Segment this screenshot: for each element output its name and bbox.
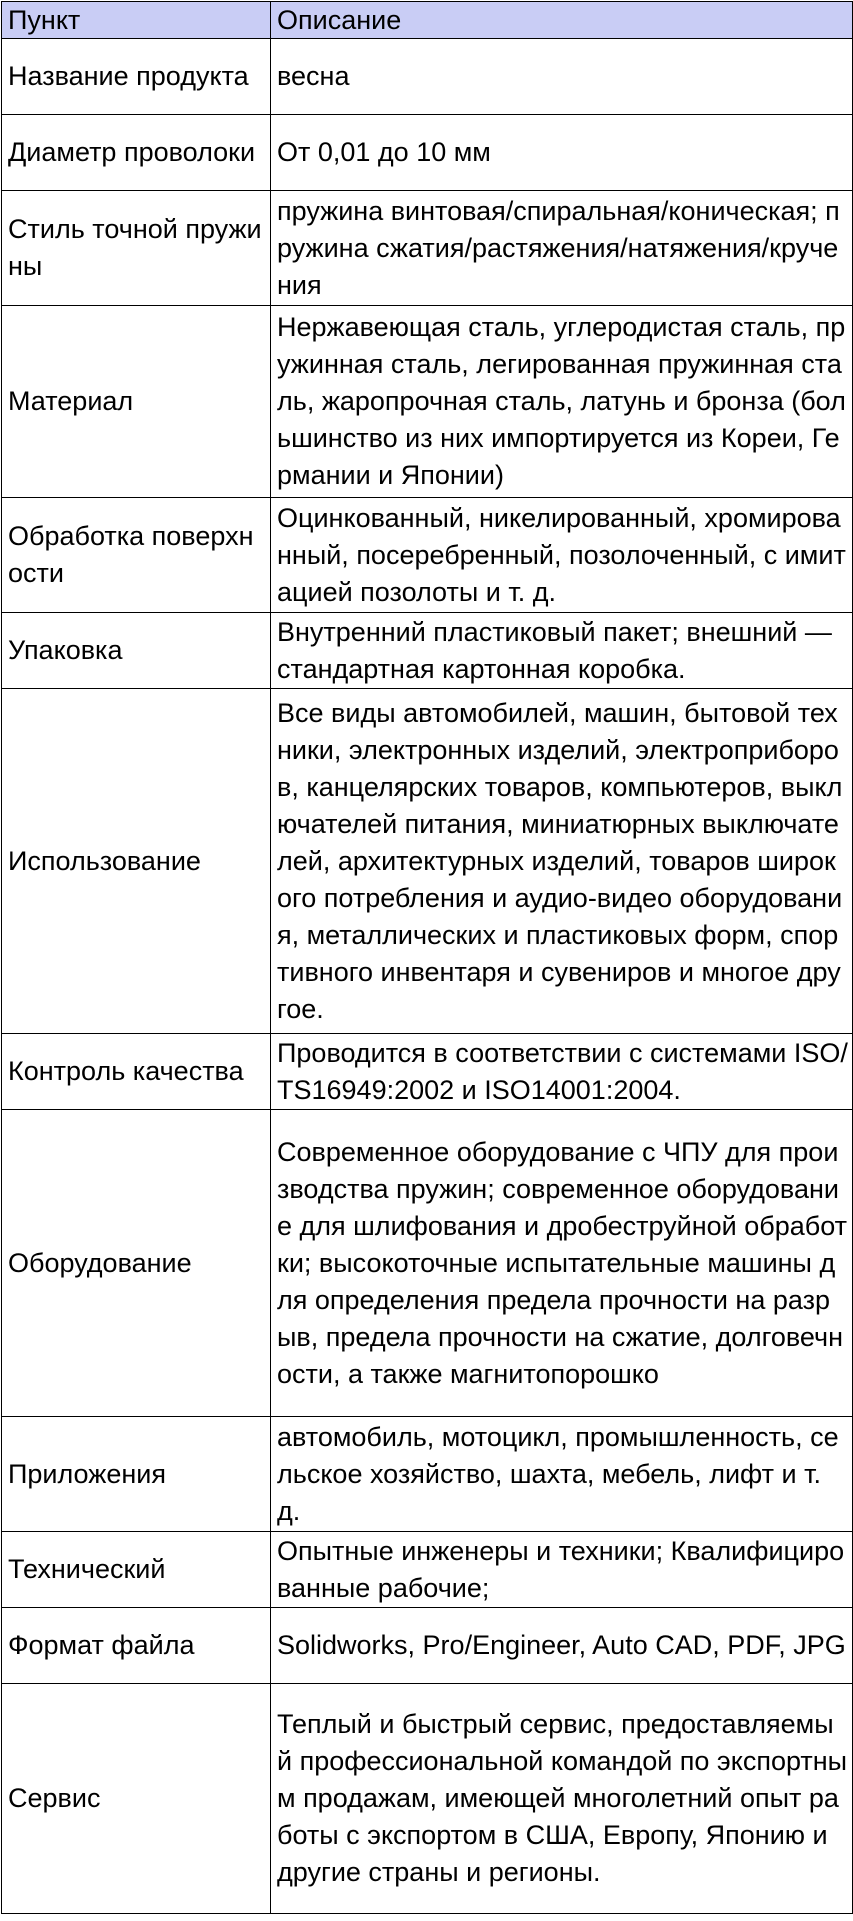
row-description: весна xyxy=(271,39,853,115)
row-description: Оцинкованный, никелированный, хромированный, посеребренный, позолоченный, с имитацией позолоты и т. д. xyxy=(271,498,853,613)
row-description: Все виды автомобилей, машин, бытовой техники, электронных изделий, электроприборов, канцелярских товаров, компьютеров, выключателей питания, миниатюрных выключателей, архитектурных изделий, товаров широкого потребления и аудио-видео оборудования, металлических и пластиковых форм, спортивного инвентаря и сувениров и многое другое. xyxy=(271,689,853,1034)
row-item: Формат файла xyxy=(2,1608,271,1684)
row-item: Диаметр проволоки xyxy=(2,115,271,191)
row-description: автомобиль, мотоцикл, промышленность, сельское хозяйство, шахта, мебель, лифт и т. д. xyxy=(271,1417,853,1532)
row-description: Внутренний пластиковый пакет; внешний — стандартная картонная коробка. xyxy=(271,613,853,689)
table-row xyxy=(2,1608,853,1684)
row-item: Материал xyxy=(2,306,271,498)
row-description: Теплый и быстрый сервис, предоставляемый профессиональной командой по экспортным продажам, имеющей многолетний опыт работы с экспортом в США, Европу, Японию и другие страны и регионы. xyxy=(271,1684,853,1914)
row-item: Сервис xyxy=(2,1684,271,1914)
row-item: Контроль качества xyxy=(2,1034,271,1110)
table-row xyxy=(2,39,853,115)
row-item: Обработка поверхности xyxy=(2,498,271,613)
table-row xyxy=(2,1110,853,1417)
row-description: пружина винтовая/спиральная/коническая; пружина сжатия/растяжения/натяжения/кручения xyxy=(271,191,853,306)
row-item: Стиль точной пружины xyxy=(2,191,271,306)
row-description: Современное оборудование с ЧПУ для производства пружин; современное оборудование для шлифования и дробеструйной обработки; высокоточные испытательные машины для определения предела прочности на разрыв, предела прочности на сжатие, долговечности, а также магнитопорошко xyxy=(271,1110,853,1417)
table-row xyxy=(2,1532,853,1608)
spec-table xyxy=(1,1,853,1914)
table-row xyxy=(2,689,853,1034)
row-item: Оборудование xyxy=(2,1110,271,1417)
row-description: Проводится в соответствии с системами ISO/TS16949:2002 и ISO14001:2004. xyxy=(271,1034,853,1110)
row-description: От 0,01 до 10 мм xyxy=(271,115,853,191)
table-row xyxy=(2,613,853,689)
row-description: Опытные инженеры и техники; Квалифицированные рабочие; xyxy=(271,1532,853,1608)
table-row xyxy=(2,498,853,613)
table-row xyxy=(2,306,853,498)
row-description: Нержавеющая сталь, углеродистая сталь, пружинная сталь, легированная пружинная сталь, жаропрочная сталь, латунь и бронза (большинство из них импортируется из Кореи, Германии и Японии) xyxy=(271,306,853,498)
row-item: Использование xyxy=(2,689,271,1034)
table-row xyxy=(2,1684,853,1914)
row-item: Приложения xyxy=(2,1417,271,1532)
row-item: Упаковка xyxy=(2,613,271,689)
table-row xyxy=(2,1417,853,1532)
header-row xyxy=(2,2,853,39)
header-description: Описание xyxy=(271,2,853,39)
table-row xyxy=(2,1034,853,1110)
table-row xyxy=(2,115,853,191)
row-description: Solidworks, Pro/Engineer, Auto CAD, PDF, JPG xyxy=(271,1608,853,1684)
header-item: Пункт xyxy=(2,2,271,39)
row-item: Технический xyxy=(2,1532,271,1608)
row-item: Название продукта xyxy=(2,39,271,115)
table-row xyxy=(2,191,853,306)
